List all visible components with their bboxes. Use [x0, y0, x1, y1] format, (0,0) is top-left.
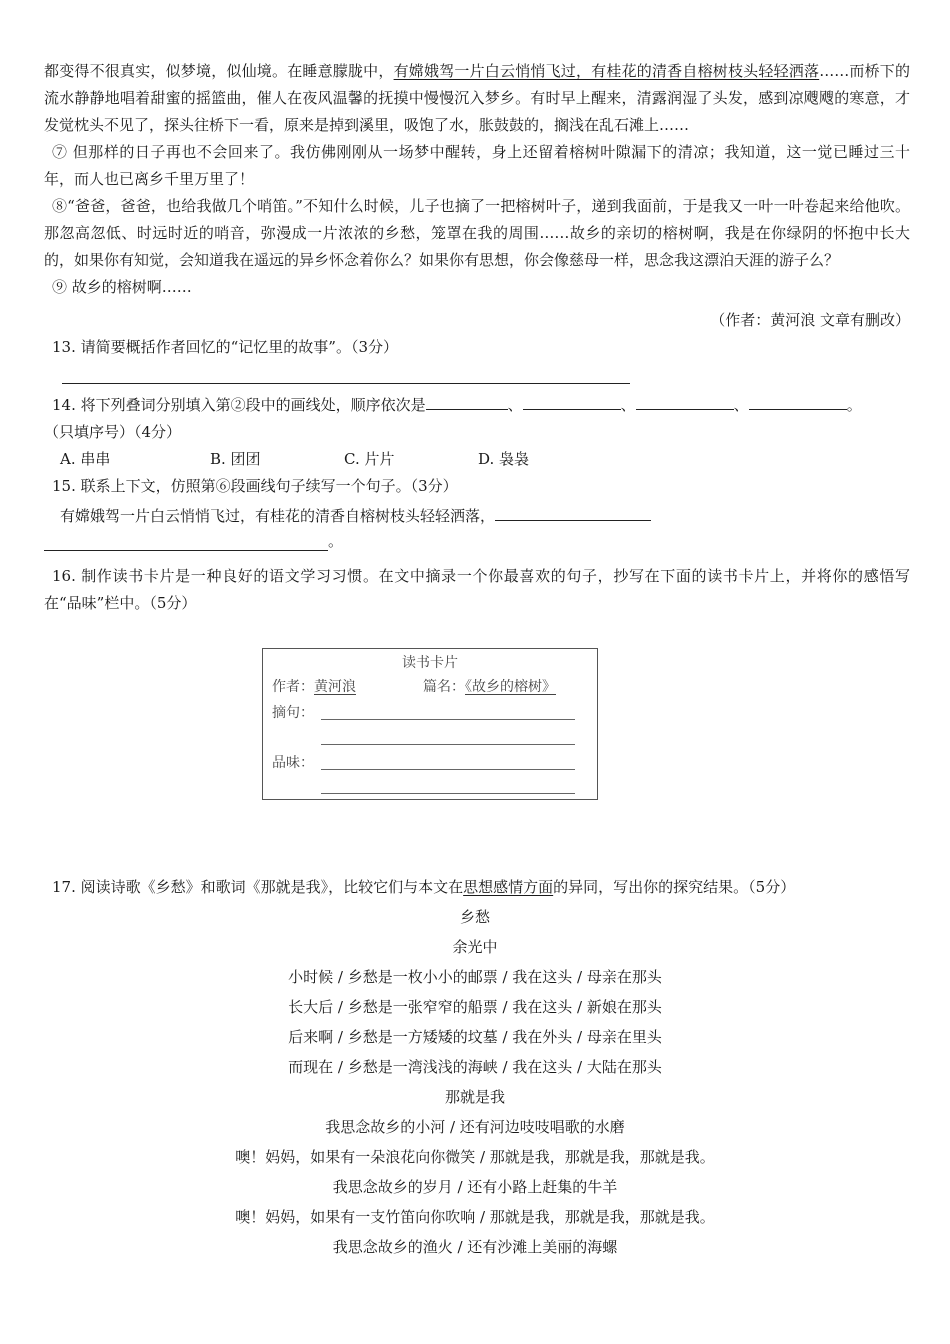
card-excerpt-line-1[interactable]	[321, 718, 575, 720]
paragraph-7: ⑦ 但那样的日子再也不会回来了。我仿佛刚刚从一场梦中醒转，身上还留着榕树叶隙漏下的清凉；我知道，这一觉已睡过三十年，而人也已离乡千里万里了！	[44, 143, 910, 188]
q17-text-a: 17. 阅读诗歌《乡愁》和歌词《那就是我》，比较它们与本文在	[52, 878, 464, 896]
q15-answer-area	[44, 530, 910, 561]
para6-rest: ……而桥下的流水静静地唱着甜蜜的摇篮曲，催人在夜风温馨的抚摸中慢慢沉入梦乡。有时早上醒来，清露润湿了头发，感到凉飕飕的寒意，才发觉枕头不见了，探头往桥下一看，原来是掉到溪里，吸饱了水，胀鼓鼓的，搁浅在乱石滩上……	[44, 62, 910, 134]
question-13: 13. 请简要概括作者回忆的“记忆里的故事”。（3分）	[52, 338, 399, 356]
poem1-line: 后来啊 / 乡愁是一方矮矮的坟墓 / 我在外头 / 母亲在里头	[288, 1028, 662, 1046]
poem1-line: 而现在 / 乡愁是一湾浅浅的海峡 / 我在这头 / 大陆在那头	[288, 1058, 662, 1076]
q15-prompt-line	[44, 503, 910, 530]
card-excerpt-label: 摘句：	[272, 705, 314, 721]
q13-answer-area	[44, 361, 910, 392]
card-piece-label: 篇名：	[423, 679, 465, 695]
q17-text-b: 的异同，写出你的探究结果。（5分）	[553, 878, 796, 896]
card-taste-line-2[interactable]	[321, 792, 575, 794]
card-title: 读书卡片	[402, 655, 458, 671]
option-d: D. 袅袅	[478, 450, 530, 468]
card-author: 黄河浪	[314, 679, 356, 695]
para6-start: 都变得不很真实，似梦境，似仙境。在睡意朦胧中，	[44, 62, 394, 80]
poem2-line: 我思念故乡的渔火 / 还有沙滩上美丽的海螺	[332, 1238, 618, 1256]
card-piece: 《故乡的榕树》	[465, 679, 556, 695]
question-16: 16. 制作读书卡片是一种良好的语文学习习惯。在文中摘录一个你最喜欢的句子，抄写在下面的读书卡片上，并将你的感悟写在“品味”栏中。（5分）	[44, 567, 910, 612]
attribution: （作者：黄河浪 文章有删改）	[710, 311, 910, 329]
paragraph-6	[44, 58, 910, 139]
poem2-line: 我思念故乡的小河 / 还有河边吱吱唱歌的水磨	[325, 1118, 625, 1136]
card-excerpt-line-2[interactable]	[321, 743, 575, 745]
q15-period: 。	[328, 532, 344, 550]
q14-sep: 、	[620, 396, 636, 414]
question-17	[44, 874, 910, 901]
q14-note: （只填序号）（4分）	[44, 423, 182, 441]
card-taste-label: 品味：	[272, 755, 314, 771]
q14-blank-3[interactable]	[636, 393, 734, 410]
poem1-line: 小时候 / 乡愁是一枚小小的邮票 / 我在这头 / 母亲在那头	[288, 968, 662, 986]
para6-underlined-sentence: 有嫦娥驾一片白云悄悄飞过，有桂花的清香自榕树枝头轻轻洒落	[393, 62, 820, 80]
paragraph-9: ⑨ 故乡的榕树啊……	[52, 278, 192, 296]
paragraph-8: ⑧“爸爸，爸爸，也给我做几个哨笛。”不知什么时候，儿子也摘了一把榕树叶子，递到我面前，于是我又一叶一叶卷起来给他吹。那忽高忽低、时远时近的哨音，弥漫成一片浓浓的乡愁，笼罩在我的周围……故乡的亲切的榕树啊，我是在你绿阴的怀抱中长大的，如果你有知觉，会知道我在遥远的异乡怀念着你么？如果你有思想，你会像慈母一样，思念我这漂泊天涯的游子么？	[44, 197, 910, 269]
card-piece-row	[423, 676, 556, 698]
reading-card	[262, 648, 598, 800]
question-14	[44, 392, 910, 419]
q14-sep: 、	[507, 396, 523, 414]
q15-blank-1[interactable]	[495, 504, 651, 521]
poem1-title: 乡愁	[459, 908, 490, 926]
option-c: C. 片片	[344, 450, 395, 468]
q13-answer-line[interactable]	[62, 367, 630, 384]
poem2-line: 我思念故乡的岁月 / 还有小路上赶集的牛羊	[332, 1178, 618, 1196]
q15-blank-2[interactable]	[44, 534, 328, 551]
q14-blank-4[interactable]	[749, 393, 847, 410]
card-taste-line-1[interactable]	[321, 768, 575, 770]
q14-sep: 、	[733, 396, 749, 414]
poem1-line: 长大后 / 乡愁是一张窄窄的船票 / 我在这头 / 新娘在那头	[288, 998, 662, 1016]
question-17-section	[44, 874, 910, 901]
poem2-line: 噢！妈妈，如果有一支竹笛向你吹响 / 那就是我，那就是我，那就是我。	[235, 1208, 715, 1226]
option-b: B. 团团	[210, 450, 261, 468]
poems	[0, 902, 950, 1262]
q14-blank-1[interactable]	[426, 393, 508, 410]
question-15: 15. 联系上下文，仿照第⑥段画线句子续写一个句子。（3分）	[52, 477, 458, 495]
q14-text: 14. 将下列叠词分别填入第②段中的画线处，顺序依次是	[52, 396, 426, 414]
card-author-label: 作者：	[272, 679, 314, 695]
option-a: A. 串串	[60, 450, 111, 468]
q14-period: 。	[846, 396, 862, 414]
q17-underlined: 思想感情方面	[463, 878, 554, 896]
poem2-title: 那就是我	[444, 1088, 505, 1106]
q15-prompt: 有嫦娥驾一片白云悄悄飞过，有桂花的清香自榕树枝头轻轻洒落，	[60, 507, 496, 525]
q14-options	[60, 446, 910, 473]
poem1-author: 余光中	[452, 938, 498, 956]
card-author-row	[272, 676, 356, 698]
exam-page	[44, 58, 910, 617]
q14-blank-2[interactable]	[523, 393, 621, 410]
poem2-line: 噢！妈妈，如果有一朵浪花向你微笑 / 那就是我，那就是我，那就是我。	[235, 1148, 715, 1166]
